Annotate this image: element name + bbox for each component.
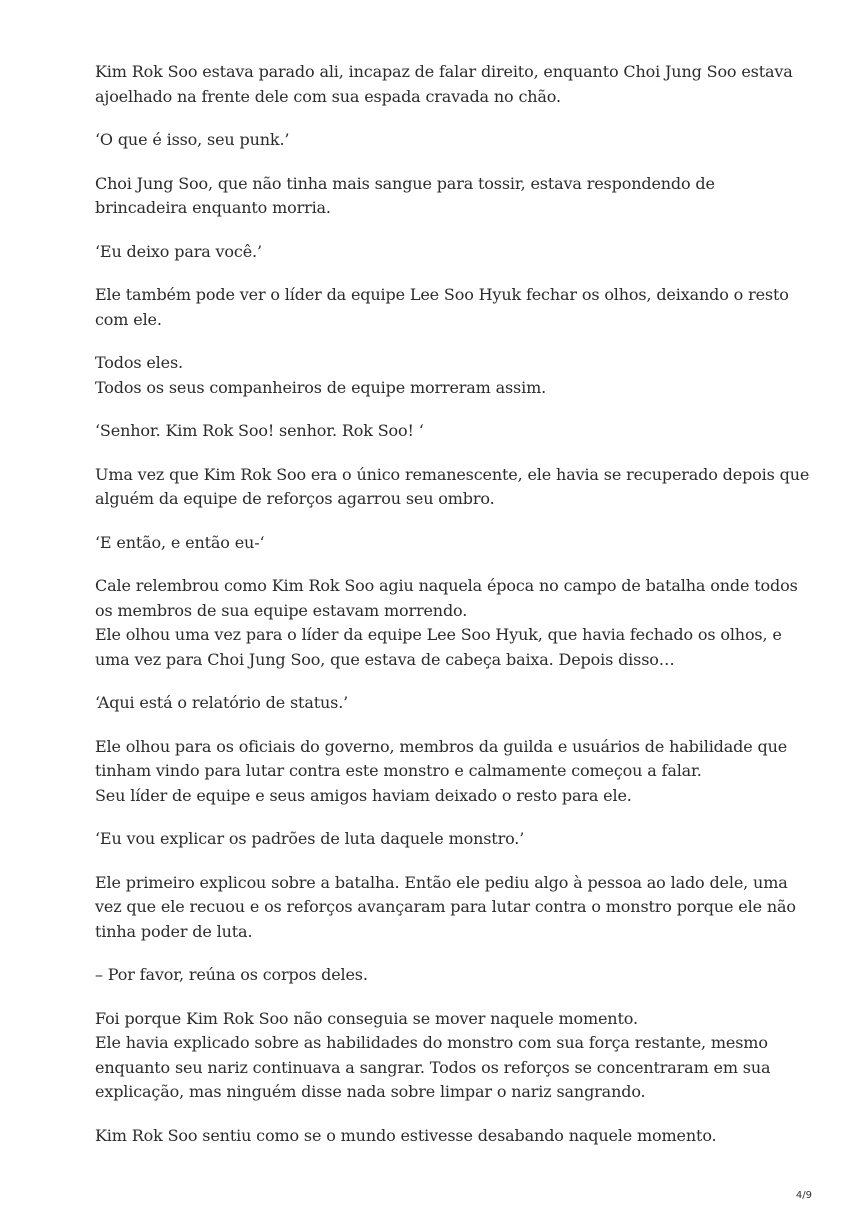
- text-line: uma vez para Choi Jung Soo, que estava de cabeça baixa. Depois disso…: [95, 649, 675, 669]
- text-line: ‘E então, e então eu-‘: [95, 532, 265, 552]
- text-line: Foi porque Kim Rok Soo não conseguia se mover naquele momento.: [95, 1008, 638, 1028]
- paragraph-16: [95, 1007, 785, 1105]
- paragraph-3: [95, 172, 785, 221]
- text-line: alguém da equipe de reforços agarrou seu ombro.: [95, 489, 495, 508]
- text-line: Cale relembrou como Kim Rok Soo agiu naquela época no campo de batalha onde todos: [95, 576, 798, 595]
- text-line: Ele primeiro explicou sobre a batalha. Então ele pediu algo à pessoa ao lado dele, uma: [95, 872, 788, 892]
- text-line: os membros de sua equipe estavam morrendo.: [95, 600, 468, 620]
- text-line: vez que ele recuou e os reforços avançaram para lutar contra o monstro porque ele não: [95, 897, 796, 916]
- text-line: tinham vindo para lutar contra este monstro e calmamente começou a falar.: [95, 761, 702, 780]
- text-line: ‘Senhor. Kim Rok Soo! senhor. Rok Soo! ‘: [95, 421, 424, 440]
- paragraph-14: [95, 871, 796, 945]
- paragraph-10: [95, 574, 798, 672]
- paragraph-9: [95, 531, 785, 556]
- paragraph-4: [95, 240, 785, 265]
- text-line: Kim Rok Soo sentiu como se o mundo estivesse desabando naquele momento.: [95, 1125, 717, 1145]
- text-line: com ele.: [95, 309, 162, 329]
- paragraph-12: [95, 735, 788, 809]
- text-line: Ele olhou para os oficiais do governo, membros da guilda e usuários de habilidade que: [95, 736, 788, 756]
- paragraph-1: [95, 60, 793, 109]
- text-line: Todos os seus companheiros de equipe morreram assim.: [95, 377, 547, 397]
- paragraph-6: [95, 351, 785, 400]
- text-line: Todos eles.: [95, 353, 183, 372]
- text-line: Seu líder de equipe e seus amigos haviam deixado o resto para ele.: [95, 785, 632, 805]
- paragraph-7: [95, 419, 785, 444]
- text-line: ‘Aqui está o relatório de status.’: [95, 693, 349, 712]
- document-body: [95, 60, 810, 1167]
- text-line: – Por favor, reúna os corpos deles.: [95, 965, 368, 984]
- text-line: Choi Jung Soo, que não tinha mais sangue para tossir, estava respondendo de: [95, 173, 715, 193]
- paragraph-11: [95, 691, 785, 716]
- text-line: ‘Eu vou explicar os padrões de luta daquele monstro.’: [95, 829, 525, 848]
- paragraph-2: [95, 128, 785, 153]
- text-line: Kim Rok Soo estava parado ali, incapaz de falar direito, enquanto Choi Jung Soo estava: [95, 62, 793, 81]
- text-line: ‘O que é isso, seu punk.’: [95, 130, 290, 149]
- paragraph-15: [95, 963, 785, 988]
- text-line: tinha poder de luta.: [95, 921, 253, 941]
- text-line: brincadeira enquanto morria.: [95, 198, 331, 217]
- text-line: Ele havia explicado sobre as habilidades do monstro com sua força restante, mesmo: [95, 1033, 768, 1052]
- text-line: Ele também pode ver o líder da equipe Lee Soo Hyuk fechar os olhos, deixando o resto: [95, 285, 789, 304]
- paragraph-5: [95, 283, 789, 332]
- paragraph-8: [95, 463, 810, 512]
- paragraph-17: [95, 1124, 785, 1149]
- paragraph-13: [95, 827, 785, 852]
- text-line: Uma vez que Kim Rok Soo era o único remanescente, ele havia se recuperado depois que: [95, 464, 810, 484]
- text-line: Ele olhou uma vez para o líder da equipe Lee Soo Hyuk, que havia fechado os olhos, e: [95, 625, 782, 644]
- text-line: explicação, mas ninguém disse nada sobre limpar o nariz sangrando.: [95, 1082, 646, 1101]
- text-line: ajoelhado na frente dele com sua espada cravada no chão.: [95, 86, 561, 106]
- page-number: 4/9: [795, 1190, 812, 1201]
- text-line: ‘Eu deixo para você.’: [95, 241, 262, 261]
- text-line: enquanto seu nariz continuava a sangrar. Todos os reforços se concentraram em sua: [95, 1057, 771, 1077]
